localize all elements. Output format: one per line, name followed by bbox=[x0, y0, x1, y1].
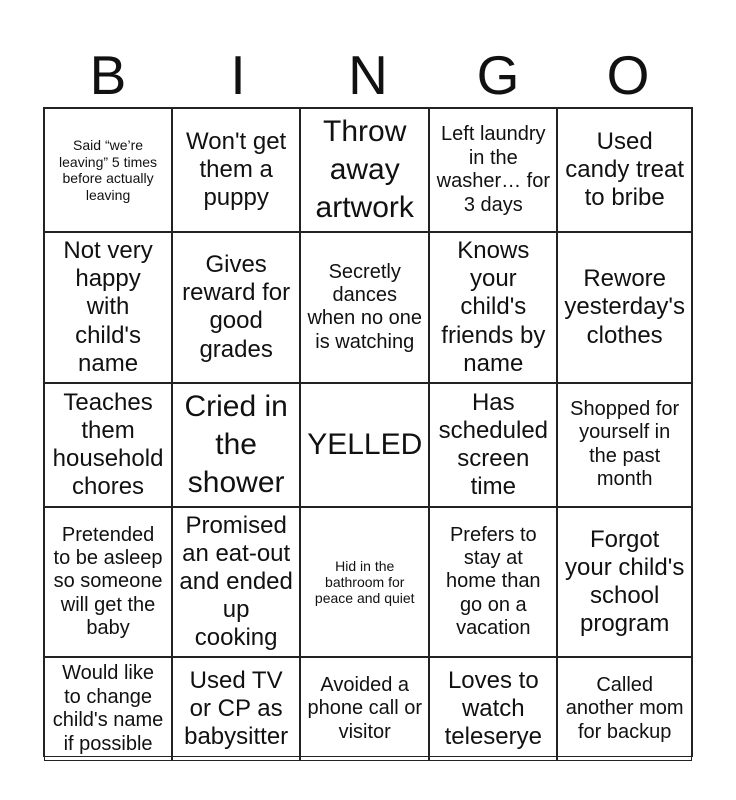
bingo-cell[interactable]: Prefers to stay at home than go on a vacation bbox=[429, 507, 557, 657]
header-letter-b: B bbox=[89, 44, 127, 106]
bingo-cell[interactable]: Loves to watch teleserye bbox=[429, 657, 557, 761]
bingo-cell[interactable]: Shopped for yourself in the past month bbox=[557, 383, 692, 507]
bingo-cell[interactable]: Hid in the bathroom for peace and quiet bbox=[300, 507, 429, 657]
header-letter-g: G bbox=[476, 44, 520, 106]
bingo-cell[interactable]: Secretly dances when no one is watching bbox=[300, 232, 429, 382]
header-letter-o: O bbox=[606, 44, 650, 106]
bingo-cell[interactable]: Knows your child's friends by name bbox=[429, 232, 557, 382]
bingo-cell[interactable]: Cried in the shower bbox=[172, 383, 300, 507]
bingo-header bbox=[43, 44, 693, 106]
bingo-cell[interactable]: Would like to change child's name if possible bbox=[44, 657, 172, 761]
bingo-cell[interactable]: Teaches them household chores bbox=[44, 383, 172, 507]
bingo-cell[interactable]: Avoided a phone call or visitor bbox=[300, 657, 429, 761]
header-letter-i: I bbox=[230, 44, 246, 106]
bingo-cell[interactable]: Gives reward for good grades bbox=[172, 232, 300, 382]
bingo-cell[interactable]: Used candy treat to bribe bbox=[557, 108, 692, 232]
bingo-cell[interactable]: Left laundry in the washer… for 3 days bbox=[429, 108, 557, 232]
bingo-cell[interactable]: Forgot your child's school program bbox=[557, 507, 692, 657]
bingo-cell[interactable]: Not very happy with child's name bbox=[44, 232, 172, 382]
bingo-cell[interactable]: Used TV or CP as babysitter bbox=[172, 657, 300, 761]
bingo-cell[interactable]: Promised an eat-out and ended up cooking bbox=[172, 507, 300, 657]
bingo-cell[interactable]: YELLED bbox=[300, 383, 429, 507]
header-letter-n: N bbox=[348, 44, 388, 106]
bingo-cell[interactable]: Called another mom for backup bbox=[557, 657, 692, 761]
bingo-cell[interactable]: Has scheduled screen time bbox=[429, 383, 557, 507]
bingo-cell[interactable]: Won't get them a puppy bbox=[172, 108, 300, 232]
bingo-cell[interactable]: Rewore yesterday's clothes bbox=[557, 232, 692, 382]
bingo-cell[interactable]: Pretended to be asleep so someone will get the baby bbox=[44, 507, 172, 657]
bingo-cell[interactable]: Said “we’re leaving” 5 times before actually leaving bbox=[44, 108, 172, 232]
bingo-cell[interactable]: Throw away artwork bbox=[300, 108, 429, 232]
bingo-grid bbox=[43, 107, 693, 757]
